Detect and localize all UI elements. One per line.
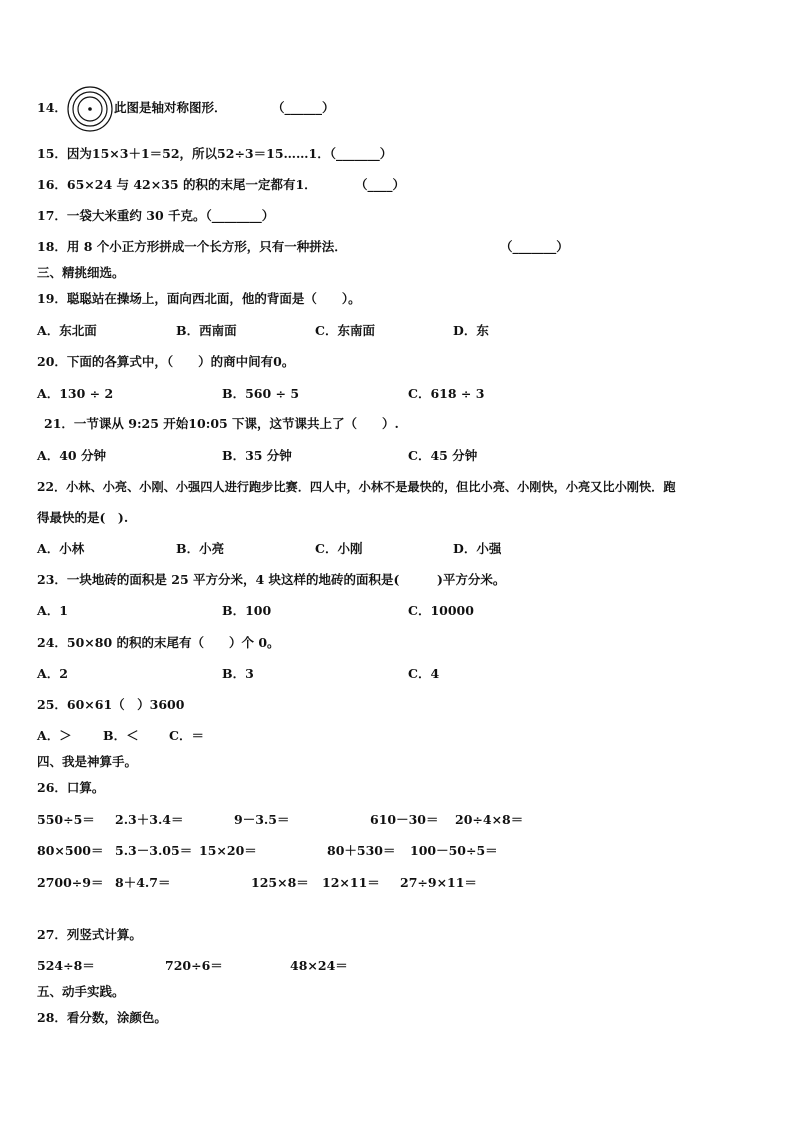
q14-text: 此图是轴对称图形． <box>114 100 227 115</box>
q22-option-c[interactable]: C．小刚 <box>315 541 363 556</box>
q19-stem: 19．聪聪站在操场上，面向西北面，他的背面是（ ）。 <box>37 291 361 306</box>
q23-option-a[interactable]: A．1 <box>37 603 68 618</box>
q20-option-c[interactable]: C．618 ÷ 3 <box>408 386 485 401</box>
q18-answer-blank[interactable]: （_______） <box>500 239 569 254</box>
section-5-heading: 五、动手实践。 <box>37 984 125 999</box>
q27-stem: 27．列竖式计算。 <box>37 927 142 942</box>
q15-text: 15．因为15×3＋1＝52，所以52÷3＝15……1．（_______） <box>37 146 393 161</box>
q26-item: 2700÷9＝ <box>37 875 104 890</box>
q27-item: 524÷8＝ <box>37 958 95 973</box>
section-3-heading: 三、精挑细选。 <box>37 265 125 280</box>
q27-item: 48×24＝ <box>290 958 348 973</box>
q21-stem: 21．一节课从 9:25 开始10:05 下课，这节课共上了（ ）. <box>44 416 399 431</box>
q25-stem: 25．60×61（ ）3600 <box>37 697 185 712</box>
concentric-circles-figure <box>66 85 114 133</box>
q22-option-b[interactable]: B．小亮 <box>176 541 225 556</box>
q26-item: 100－50÷5＝ <box>410 843 498 858</box>
q25-option-b[interactable]: B．＜ <box>103 728 139 743</box>
q22-stem-line-1: 22．小林、小亮、小刚、小强四人进行跑步比赛．四人中，小林不是最快的，但比小亮、小刚快，小亮又比小刚快．跑 <box>37 480 676 494</box>
q18-text: 18．用 8 个小正方形拼成一个长方形，只有一种拼法． <box>37 239 347 254</box>
q20-option-a[interactable]: A．130 ÷ 2 <box>37 386 114 401</box>
q24-option-a[interactable]: A．2 <box>37 666 68 681</box>
q26-item: 8＋4.7＝ <box>115 875 171 890</box>
q26-item: 15×20＝ <box>199 843 257 858</box>
q26-item: 610－30＝ <box>370 812 439 827</box>
q26-item: 9－3.5＝ <box>234 812 290 827</box>
q26-item: 20÷4×8＝ <box>455 812 524 827</box>
q26-item: 550÷5＝ <box>37 812 95 827</box>
q25-option-c[interactable]: C．＝ <box>169 728 204 743</box>
q26-item: 80×500＝ <box>37 843 104 858</box>
section-4-heading: 四、我是神算手。 <box>37 754 138 769</box>
q26-item: 80＋530＝ <box>327 843 396 858</box>
q21-option-a[interactable]: A．40 分钟 <box>37 448 106 463</box>
q19-option-c[interactable]: C．东南面 <box>315 323 375 338</box>
q16-text: 16．65×24 与 42×35 的积的末尾一定都有1． <box>37 177 317 192</box>
q23-stem: 23．一块地砖的面积是 25 平方分米，4 块这样的地砖的面积是( )平方分米。 <box>37 572 506 587</box>
q26-stem: 26．口算。 <box>37 780 105 795</box>
q16-answer-blank[interactable]: （____） <box>355 177 406 192</box>
q23-option-c[interactable]: C．10000 <box>408 603 474 618</box>
q26-item: 27÷9×11＝ <box>400 875 477 890</box>
q22-stem-line-2: 得最快的是( ). <box>37 510 129 525</box>
q19-option-d[interactable]: D．东 <box>453 323 489 338</box>
q17-text: 17．一袋大米重约 30 千克。（________） <box>37 208 275 223</box>
q24-option-b[interactable]: B．3 <box>222 666 254 681</box>
q21-option-b[interactable]: B．35 分钟 <box>222 448 292 463</box>
q27-item: 720÷6＝ <box>165 958 223 973</box>
q20-stem: 20．下面的各算式中，（ ）的商中间有0。 <box>37 354 295 369</box>
q23-option-b[interactable]: B．100 <box>222 603 272 618</box>
q19-option-b[interactable]: B．西南面 <box>176 323 237 338</box>
q22-option-a[interactable]: A．小林 <box>37 541 85 556</box>
q28-text: 28．看分数，涂颜色。 <box>37 1010 167 1025</box>
q26-item: 125×8＝ <box>251 875 309 890</box>
q24-option-c[interactable]: C．4 <box>408 666 440 681</box>
q24-stem: 24．50×80 的积的末尾有（ ）个 0。 <box>37 635 280 650</box>
q26-item: 12×11＝ <box>322 875 380 890</box>
q20-option-b[interactable]: B．560 ÷ 5 <box>222 386 300 401</box>
q26-item: 2.3＋3.4＝ <box>115 812 184 827</box>
q26-item: 5.3－3.05＝ <box>115 843 193 858</box>
q21-option-c[interactable]: C．45 分钟 <box>408 448 478 463</box>
q25-option-a[interactable]: A．＞ <box>37 728 72 743</box>
q14-answer-blank[interactable]: （______） <box>272 100 335 115</box>
q22-option-d[interactable]: D．小强 <box>453 541 502 556</box>
q19-option-a[interactable]: A．东北面 <box>37 323 97 338</box>
q14-number: 14． <box>37 100 67 115</box>
